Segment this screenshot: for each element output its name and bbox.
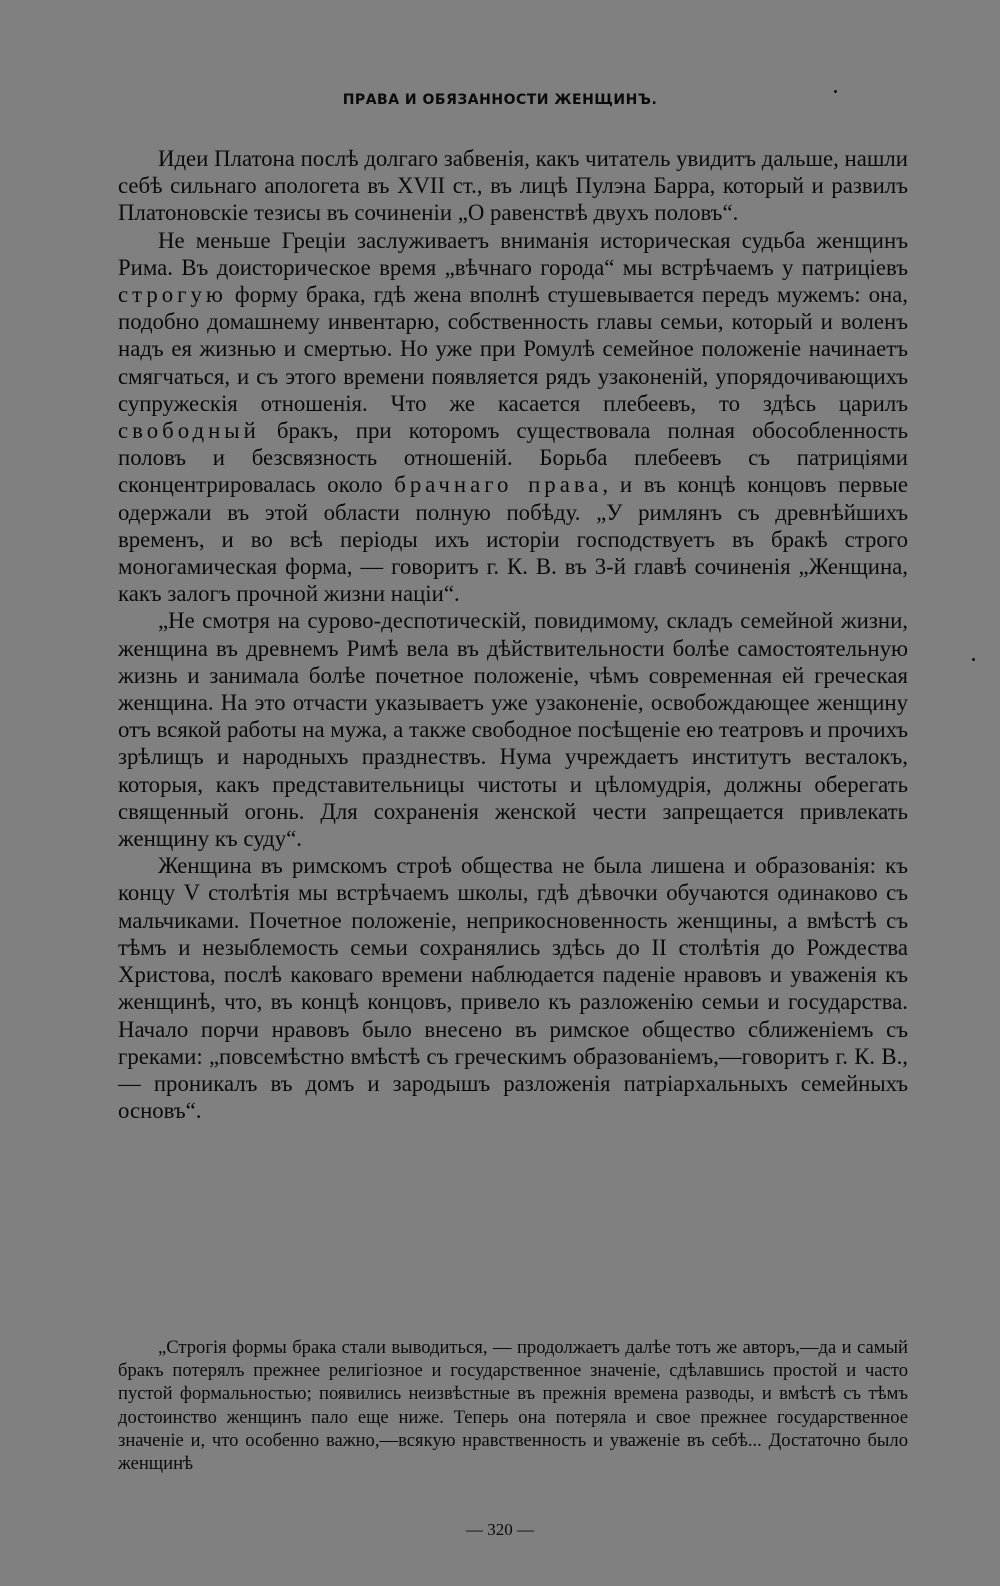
block-quote <box>118 1336 908 1475</box>
paragraph-1 <box>118 145 908 227</box>
paragraph-2-text-c: бракъ, при которомъ существовала полная обособленность половъ и безсвязность отношеній. Борьба плебеевъ съ патриціями сконцентрировалась около <box>118 418 908 498</box>
emphasis-marriage-right: брачнаго права <box>394 472 603 498</box>
paragraph-2-text-a: Не меньше Греціи заслуживаетъ вниманія историческая судьба женщинъ Рима. Въ доисторическое время „вѣчнаго города“ мы встрѣчаемъ у патриціевъ <box>118 227 908 280</box>
quote-text: „Строгія формы брака стали выводиться, — продолжаетъ далѣе тотъ же авторъ,—да и самый бракъ потерялъ прежнее религіозное и государственное значеніе, сдѣлавшись простой и часто пустой формальностью; появились неизвѣстные въ прежнія времена разводы, и вмѣстѣ съ тѣмъ достоинство женщинъ пало еще ниже. Теперь она потеряла и свое прежнее государственное значеніе и, что особенно важно,—всякую нравственность и уваженіе въ себѣ... Достаточно было женщинѣ <box>118 1337 908 1475</box>
print-speck <box>972 658 975 661</box>
page-number: — 320 — <box>466 1520 534 1539</box>
paragraph-2-text-b: форму брака, гдѣ жена вполнѣ стушевывается передъ мужемъ: она, подобно домашнему инвентарю, собственность главы семьи, который и воленъ надъ ея жизнью и смертью. Но уже при Ромулѣ семейное положеніе начинаетъ смягчаться, и съ этого времени появляется рядъ узаконеній, упорядочивающихъ супружескія отношенія. Что же касается плебеевъ, то здѣсь царилъ <box>118 282 908 416</box>
running-header: ПРАВА И ОБЯЗАННОСТИ ЖЕНЩИНЪ. <box>342 92 658 108</box>
paragraph-1-text: Идеи Платона послѣ долгаго забвенія, какъ читатель увидитъ дальше, нашли себѣ сильнаго апологета въ XVII ст., въ лицѣ Пулэна Барра, который и развилъ Платоновскіе тезисы въ сочиненіи „О равенствѣ двухъ половъ“. <box>118 146 908 226</box>
paragraph-3-text: „Не смотря на сурово-деспотическій, повидимому, складъ семейной жизни, женщина въ древнемъ Римѣ вела въ дѣйствительности болѣе самостоятельную жизнь и занимала болѣе почетное положеніе, чѣмъ современная ей греческая женщина. На это отчасти указываетъ уже узаконеніе, освобождающее женщину отъ всякой работы на мужа, а также свободное посѣщеніе ею театровъ и прочихъ зрѣлищъ и народныхъ празднествъ. Нума учреждаетъ институтъ весталокъ, которыя, какъ представительницы чистоты и цѣломудрія, должны оберегать священный огонь. Для сохраненія женской чести запрещается привлекать женщину къ суду“. <box>118 608 908 852</box>
paragraph-4-text: Женщина въ римскомъ строѣ общества не была лишена и образованія: къ концу V столѣтія мы встрѣчаемъ школы, гдѣ дѣвочки обучаются одинаково съ мальчиками. Почетное положеніе, неприкосновенность женщины, а вмѣстѣ съ тѣмъ и незыблемость семьи сохранялись здѣсь до II столѣтія до Рождества Христова, послѣ каковаго времени наблюдается паденіе нравовъ и уваженія къ женщинѣ, что, въ концѣ концовъ, привело къ разложенію семьи и государства. Начало порчи нравовъ было внесено въ римское общество сближеніемъ съ греками: „повсемѣстно вмѣстѣ съ греческимъ образованіемъ,—говоритъ г. К. В.,— проникалъ въ домъ и зародышъ разложенія патріархальныхъ семейныхъ основъ“. <box>118 853 908 1124</box>
emphasis-strict: строгую <box>118 282 227 308</box>
paragraph-2 <box>118 227 908 608</box>
main-text <box>118 145 908 1124</box>
paragraph-3 <box>118 607 908 852</box>
emphasis-free: свободный <box>118 418 260 444</box>
print-speck <box>834 90 837 93</box>
paragraph-2-text-d: , и въ концѣ концовъ первые одержали въ этой области полную побѣду. „У римлянъ съ древнѣйшихъ временъ, и во всѣ періоды ихъ исторіи господствуетъ въ бракѣ строго моногамическая форма, — говоритъ г. К. В. въ 3-й главѣ сочиненія „Женщина, какъ залогъ прочной жизни націи“. <box>118 472 908 607</box>
paragraph-4 <box>118 852 908 1124</box>
quote-paragraph <box>118 1336 908 1475</box>
